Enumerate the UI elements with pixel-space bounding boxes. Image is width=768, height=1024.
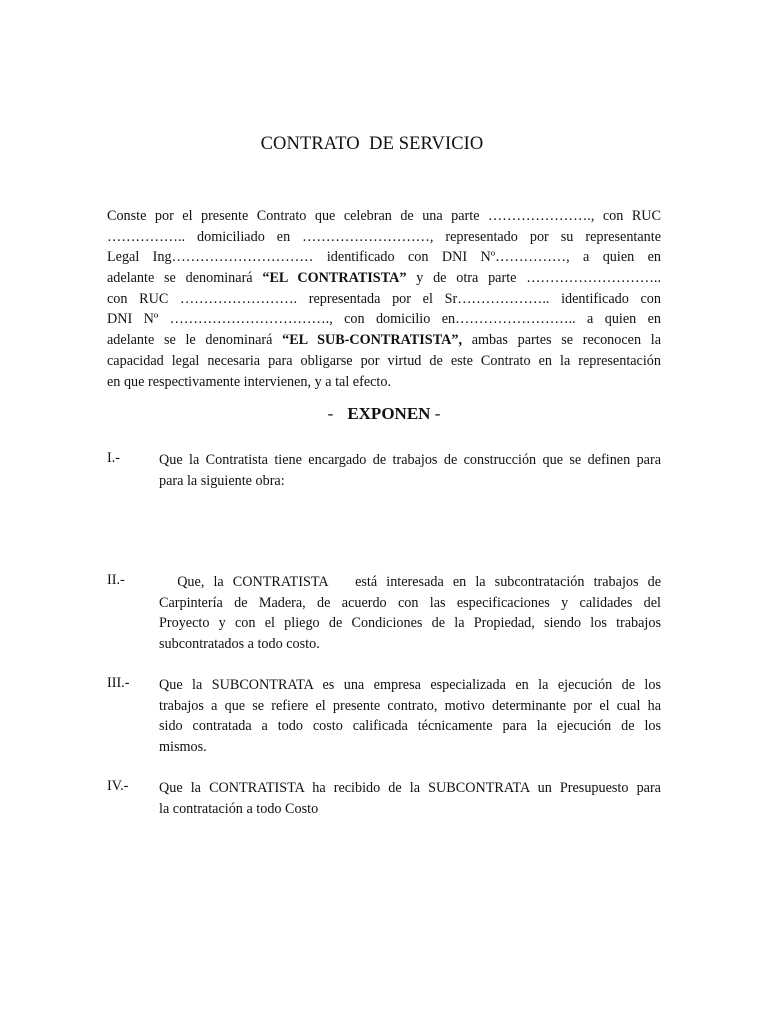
clause-number: III.- [107,675,130,691]
intro-line-8: capacidad legal necesaria para obligarse por virtud de este Contrato en la representación [107,352,661,369]
clause-line: Proyecto y con el pliego de Condiciones de la Propiedad, siendo los trabajos [159,615,661,632]
clause-line: la contratación a todo Costo [159,800,319,817]
clause-line: para la siguiente obra: [159,472,285,489]
clause-line: sido contratada a todo costo calificada técnicamente para la ejecución de los [159,718,661,735]
intro-line-4-pre: adelante se denominará [107,270,263,287]
intro-line-2: …………….. domiciliado en ………………………, representado por su representante [107,228,661,245]
clause-body [159,675,661,758]
intro-line-1: Conste por el presente Contrato que celebran de una parte …………………., con RUC [107,208,661,224]
intro-line-4-post: y de otra parte ……………………….. [406,270,661,287]
clause-number: II.- [107,572,125,588]
clause-number: I.- [107,450,120,466]
clause-number: IV.- [107,778,129,794]
sub-contratista-label: “EL SUB-CONTRATISTA”, [282,332,462,349]
intro-line-7 [107,330,661,351]
clause-line: Que la SUBCONTRATA es una empresa especializada en la ejecución de los [159,677,661,693]
intro-line-7-post: ambas partes se reconocen la [462,332,661,349]
intro-paragraph [107,206,661,392]
clause-line: trabajos a que se refiere el presente contrato, motivo determinante por el cual ha [159,697,661,714]
intro-line-9: en que respectivamente intervienen, y a tal efecto. [107,373,392,390]
exponen-dash-left: - [327,404,334,423]
clause-body [159,450,661,491]
intro-line-4 [107,268,661,289]
intro-line-3: Legal Ing………………………… identificado con DNI Nº……………, a quien en [107,249,661,266]
clause-line: mismos. [159,739,207,756]
document-title: CONTRATO DE SERVICIO [260,134,484,154]
exponen-dash-right: - [430,404,441,423]
clause-body [159,778,661,819]
intro-line-7-pre: adelante se le denominará [107,332,283,349]
clause-line: subcontratados a todo costo. [159,636,320,653]
intro-line-5: con RUC ……………………. representada por el Sr……………….. identificado con [107,290,661,307]
clause-line: Carpintería de Madera, de acuerdo con las especificaciones y calidades del [159,594,661,611]
exponen-heading [0,404,768,424]
contratista-label: “EL CONTRATISTA” [262,270,407,287]
intro-line-6: DNI Nº ……………………………., con domicilio en…………………….. a quien en [107,311,661,328]
clause-line: Que la Contratista tiene encargado de trabajos de construcción que se definen para [159,452,661,468]
clause-line: Que la CONTRATISTA ha recibido de la SUBCONTRATA un Presupuesto para [159,780,661,796]
clause-body [159,572,661,655]
exponen-word: EXPONEN [347,404,431,423]
clause-line: Que, la CONTRATISTA está interesada en la subcontratación trabajos de [159,574,661,590]
